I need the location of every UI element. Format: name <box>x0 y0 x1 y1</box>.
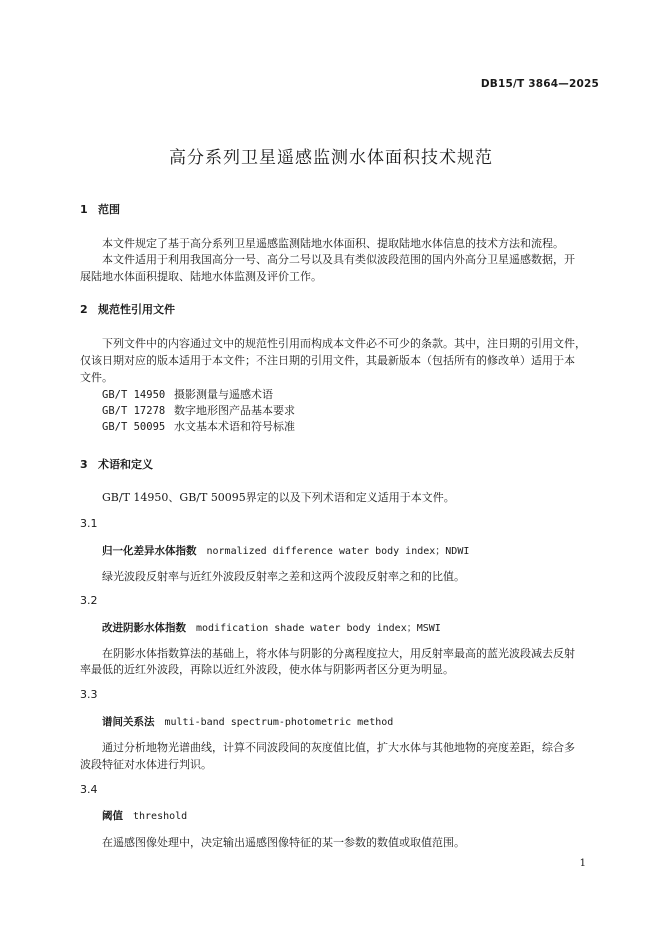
s3-intro: GB/T 14950、GB/T 50095界定的以及下列术语和定义适用于本文件。 <box>102 491 455 504</box>
section-number: 3 <box>80 458 88 471</box>
s1-paragraph-2-line-1: 本文件适用于利用我国高分一号、高分二号以及具有类似波段范围的国内外高分卫星遥感数据，开 <box>102 253 575 266</box>
term-entry <box>102 542 469 558</box>
section-3-heading <box>80 456 153 472</box>
term-english: multi-band spectrum-photometric method <box>164 717 394 728</box>
term-english: normalized difference water body index；NDWI <box>206 546 470 557</box>
reference-name: 水文基本术语和符号标准 <box>174 420 295 433</box>
term-entry <box>102 714 393 729</box>
section-2-heading <box>80 301 175 317</box>
reference-item <box>102 386 273 402</box>
term-english: threshold <box>133 811 188 822</box>
term-chinese: 归一化差异水体指数 <box>102 545 197 557</box>
section-number: 2 <box>80 303 88 316</box>
reference-name: 数字地形图产品基本要求 <box>174 404 295 417</box>
term-definition-line-1: 在遥感图像处理中，决定输出遥感图像特征的某一参数的数值或取值范围。 <box>102 836 465 849</box>
term-chinese: 阈值 <box>102 810 123 822</box>
term-definition-line-1: 在阴影水体指数算法的基础上，将水体与阴影的分离程度拉大，用反射率最高的蓝光波段减去反射 <box>102 647 575 660</box>
reference-code: GB/T 17278 <box>102 405 166 417</box>
page-number: 1 <box>579 858 586 869</box>
document-code: DB15/T 3864—2025 <box>480 78 599 90</box>
s1-paragraph-1: 本文件规定了基于高分系列卫星遥感监测陆地水体面积、提取陆地水体信息的技术方法和流程。 <box>102 237 564 250</box>
term-chinese: 谱间关系法 <box>102 716 155 728</box>
s1-paragraph-2-line-2: 展陆地水体面积提取、陆地水体监测及评价工作。 <box>80 270 322 283</box>
clause-number: 3.4 <box>80 783 98 796</box>
s2-paragraph-line-1: 下列文件中的内容通过文中的规范性引用而构成本文件必不可少的条款。其中，注日期的引用文件， <box>102 337 586 350</box>
term-definition-line-2: 波段特征对水体进行判识。 <box>80 758 212 771</box>
s2-paragraph-line-2: 仅该日期对应的版本适用于本文件；不注日期的引用文件，其最新版本（包括所有的修改单）适用于本 <box>80 354 575 367</box>
section-title: 术语和定义 <box>98 458 153 471</box>
section-title: 范围 <box>98 203 120 216</box>
term-chinese: 改进阴影水体指数 <box>102 622 186 634</box>
s2-paragraph-line-3: 文件。 <box>80 371 113 384</box>
reference-name: 摄影测量与遥感术语 <box>174 388 273 401</box>
section-title: 规范性引用文件 <box>98 303 175 316</box>
term-definition-line-1: 通过分析地物光谱曲线，计算不同波段间的灰度值比值，扩大水体与其他地物的亮度差距，综合多 <box>102 741 575 754</box>
term-entry <box>102 619 441 635</box>
clause-number: 3.3 <box>80 688 98 701</box>
reference-item <box>102 402 295 418</box>
term-english: modification shade water body index；MSWI <box>196 623 441 634</box>
term-definition-line-1: 绿光波段反射率与近红外波段反射率之差和这两个波段反射率之和的比值。 <box>102 570 465 583</box>
clause-number: 3.1 <box>80 517 98 530</box>
reference-code: GB/T 50095 <box>102 421 166 433</box>
term-definition-line-2: 率最低的近红外波段，再除以近红外波段，使水体与阴影两者区分更为明显。 <box>80 663 454 676</box>
clause-number: 3.2 <box>80 594 98 607</box>
reference-code: GB/T 14950 <box>102 389 166 401</box>
document-title: 高分系列卫星遥感监测水体面积技术规范 <box>169 148 493 168</box>
section-1-heading <box>80 201 120 217</box>
term-entry <box>102 808 187 823</box>
section-number: 1 <box>80 203 88 216</box>
reference-item <box>102 418 295 434</box>
